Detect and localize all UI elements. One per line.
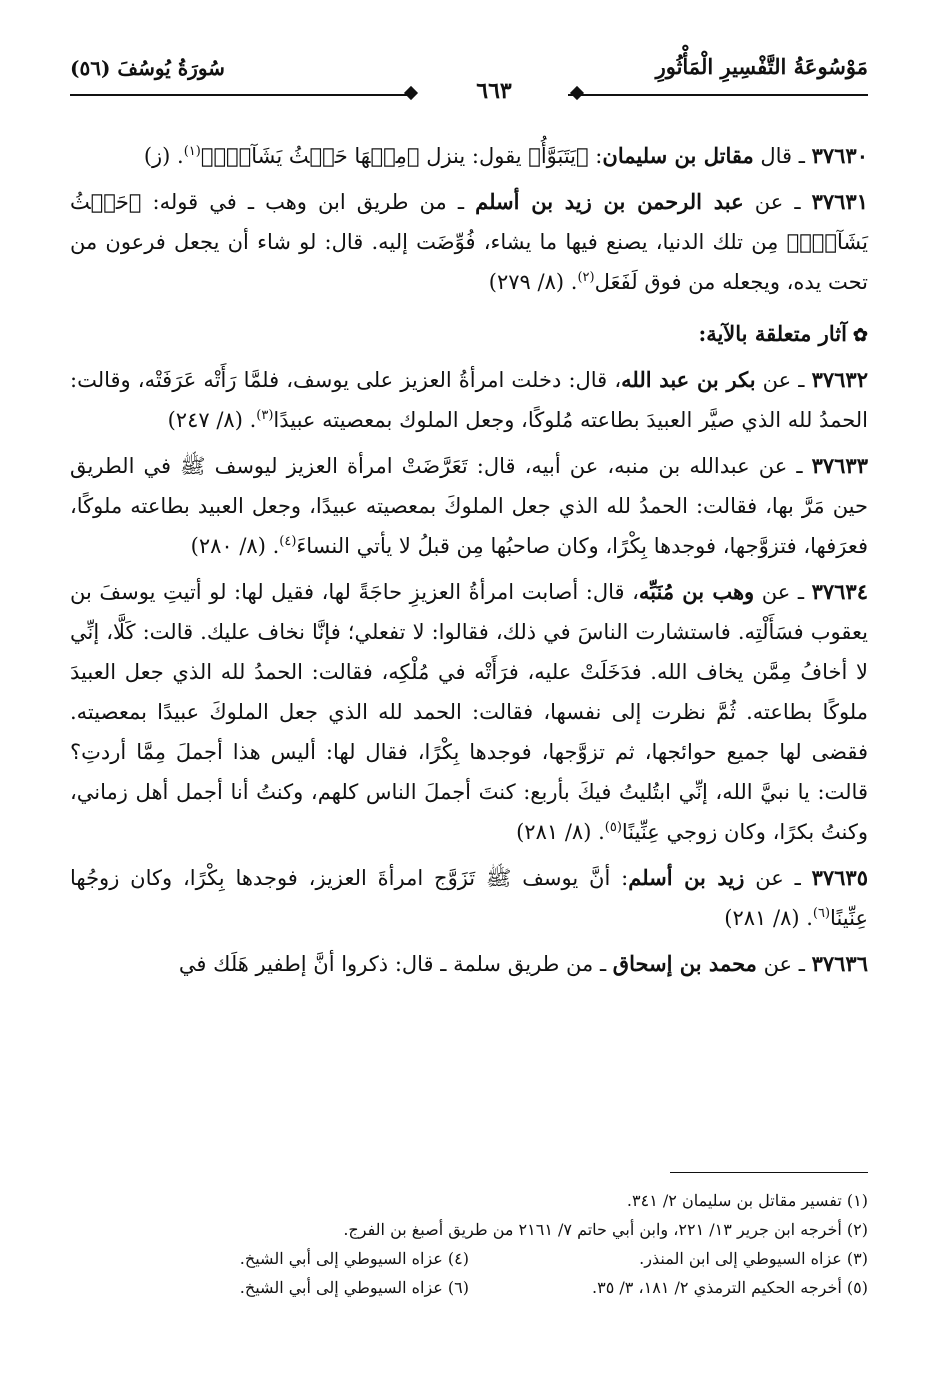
main-text (70, 136, 868, 990)
entry-number: ٣٧٦٣٠ (811, 143, 868, 168)
entry-tail: . (265, 534, 280, 558)
entry-tail: . (242, 408, 257, 432)
page-number: ٦٦٣ (476, 78, 512, 104)
entry-lead: ـ عن (754, 580, 812, 604)
entry-text: عبدالله بن منبه، عن أبيه، قال: تَعَرَّضَتْ امرأة العزيز ليوسف ﷺ في الطريق حين مَرَّ بها، فقالت: الحمدُ لله الذي جعل الملوكَ بمعصيته عبيدًا، وجعل العبيد بطاعته ملوكًا، فعرَفها، فتزوَّجها، فوجدها بِكْرًا، وكان صاحبُها مِن قبلُ لا يأتي النساءَ (70, 454, 868, 558)
entry-number: ٣٧٦٣٤ (811, 579, 868, 604)
section-heading (70, 314, 868, 356)
volume-reference: (٨/ ٢٨١) (724, 906, 800, 930)
entry-37631 (70, 182, 868, 302)
narrator-name: عبد الرحمن بن زيد بن أسلم (475, 189, 744, 214)
footnote-5: (٥) أخرجه الحكيم الترمذي ٢/ ١٨١، ٣/ ٣٥. (592, 1278, 868, 1297)
narrator-name: زيد بن أسلم (628, 865, 745, 890)
entry-number: ٣٧٦٣٥ (811, 865, 868, 890)
entry-text: : أنَّ يوسف ﷺ تَزَوَّج امرأةَ العزيز، فوجدها بِكْرًا، وكان زوجُها عِنِّينًا (70, 866, 868, 930)
header-rule-left (70, 94, 410, 96)
volume-reference: (٨/ ٢٤٧) (167, 408, 243, 432)
narrator-name: بكر بن عبد الله (621, 367, 756, 392)
entry-lead: ـ عن (744, 866, 812, 890)
entry-lead: ـ عن (749, 454, 812, 478)
book-title: مَوْسُوعَةُ التَّفْسِيرِ الْمَأْثُورِ (655, 54, 868, 79)
entry-tail: . (564, 270, 578, 294)
volume-reference: (٨/ ٢٨١) (516, 820, 592, 844)
footnote-marker: (١) (183, 144, 201, 159)
entry-number: ٣٧٦٣٦ (811, 951, 868, 976)
section-heading-text: آثار متعلقة بالآية: (698, 321, 847, 346)
entry-tail: . (799, 906, 813, 930)
footnote-marker: (٦) (812, 906, 831, 921)
footnote-divider (670, 1172, 868, 1173)
narrator-name: محمد بن إسحاق (612, 951, 757, 976)
footnotes (70, 1186, 868, 1302)
volume-reference: (٨/ ٢٨٠) (190, 534, 266, 558)
entry-number: ٣٧٦٣١ (811, 189, 868, 214)
volume-reference: (٨/ ٢٧٩) (488, 270, 565, 294)
entry-text: ـ من طريق ابن وهب ـ في قوله: ﴿حَيۡثُ يَشَآءُۚ﴾ مِن تلك الدنيا، يصنع فيها ما يشاء، فُوِّضَت إليه. قال: لو شاء أن يجعل فرعون من تحت يده، ويجعله من فوق لَفَعَل (70, 190, 868, 294)
entry-37632 (70, 360, 868, 440)
footnote-3: (٣) عزاه السيوطي إلى ابن المنذر. (639, 1249, 868, 1268)
entry-lead: ـ عن (743, 190, 812, 214)
footnote-marker: (٥) (604, 820, 622, 835)
rule-ornament-icon (404, 86, 418, 100)
entry-lead: ـ قال (753, 144, 812, 168)
narrator-name: مقاتل بن سليمان (602, 143, 754, 168)
flower-ornament-icon: ✿ (852, 325, 868, 346)
entry-text: ، قال: أصابت امرأةُ العزيزِ حاجَةً لها، فقيل لها: لو أتيتِ يوسفَ بن يعقوب فسَأَلْتِه. فاستشارت الناسَ في ذلك، فقالوا: لا تفعلي؛ فإنَّا نخاف عليك. قالت: كَلَّا، إنِّي لا أخافُ مِمَّن يخاف الله. فدَخَلَتْ عليه، فرَأَتْه في مُلْكِه، فقالت: الحمدُ لله الذي جعل العبيدَ ملوكًا بطاعته. ثُمَّ نظرت إلى نفسها، فقالت: الحمد لله الذي جعل الملوكَ عبيدًا بمعصيته. فقضى لها جميع حوائجها، ثم تزوَّجها، فوجدها بِكْرًا، فقال لها: أليس هذا أجملَ مِمَّا أردتِ؟ قالت: يا نبيَّ الله، إنِّي ابتُليتُ فيكَ بأربع: كنتَ أجملَ الناس كلهم، وكنتُ أنا أجمل أهل زماني، وكنتُ بكرًا، وكان زوجي عِنِّينًا (70, 580, 868, 844)
footnote-marker: (٤) (279, 534, 297, 549)
footnote-marker: (٣) (256, 408, 274, 423)
page-header (70, 52, 868, 112)
narrator-name: وهب بن مُنَبِّه (638, 579, 755, 604)
entry-37635 (70, 858, 868, 938)
entry-lead: ـ عن (755, 368, 812, 392)
entry-text: ، قال: دخلت امرأةُ العزيز على يوسف، فلمَّا رَأَتْه عَرَفَتْه، وقالت: الحمدُ لله الذي صيَّر العبيدَ بطاعته مُلوكًا، وجعل الملوك بمعصيته عبيدًا (70, 368, 868, 432)
footnote-row (70, 1244, 868, 1273)
footnote-1: (١) تفسير مقاتل بن سليمان ٢/ ٣٤١. (626, 1191, 868, 1210)
entry-text: ـ من طريق سلمة ـ قال: ذكروا أنَّ إطفير هَلَك في (178, 952, 613, 976)
entry-37636 (70, 944, 868, 984)
rule-ornament-icon (570, 86, 584, 100)
footnote-row (70, 1273, 868, 1302)
surah-title: سُورَةُ يُوسُفَ (٥٦) (70, 56, 225, 80)
entry-tail: . (ز) (143, 144, 184, 168)
footnote-2: (٢) أخرجه ابن جرير ١٣/ ٢٢١، وابن أبي حاتم ٧/ ٢١٦١ من طريق أصبغ بن الفرج. (343, 1220, 868, 1239)
entry-37634 (70, 572, 868, 852)
header-rule-right (568, 94, 868, 96)
footnote-marker: (٢) (577, 270, 595, 285)
entry-37630 (70, 136, 868, 176)
entry-tail: . (591, 820, 605, 844)
entry-lead: ـ عن (756, 952, 812, 976)
footnote-4: (٤) عزاه السيوطي إلى أبي الشيخ. (239, 1249, 469, 1268)
entry-text: : ﴿يَتَبَوَّأُ﴾ يقول: ينزل ﴿مِنۡهَا حَيۡثُ يَشَآءُۚ﴾ (200, 144, 603, 168)
entry-number: ٣٧٦٣٣ (811, 453, 868, 478)
entry-37633 (70, 446, 868, 566)
entry-number: ٣٧٦٣٢ (811, 367, 868, 392)
footnote-6: (٦) عزاه السيوطي إلى أبي الشيخ. (239, 1278, 469, 1297)
